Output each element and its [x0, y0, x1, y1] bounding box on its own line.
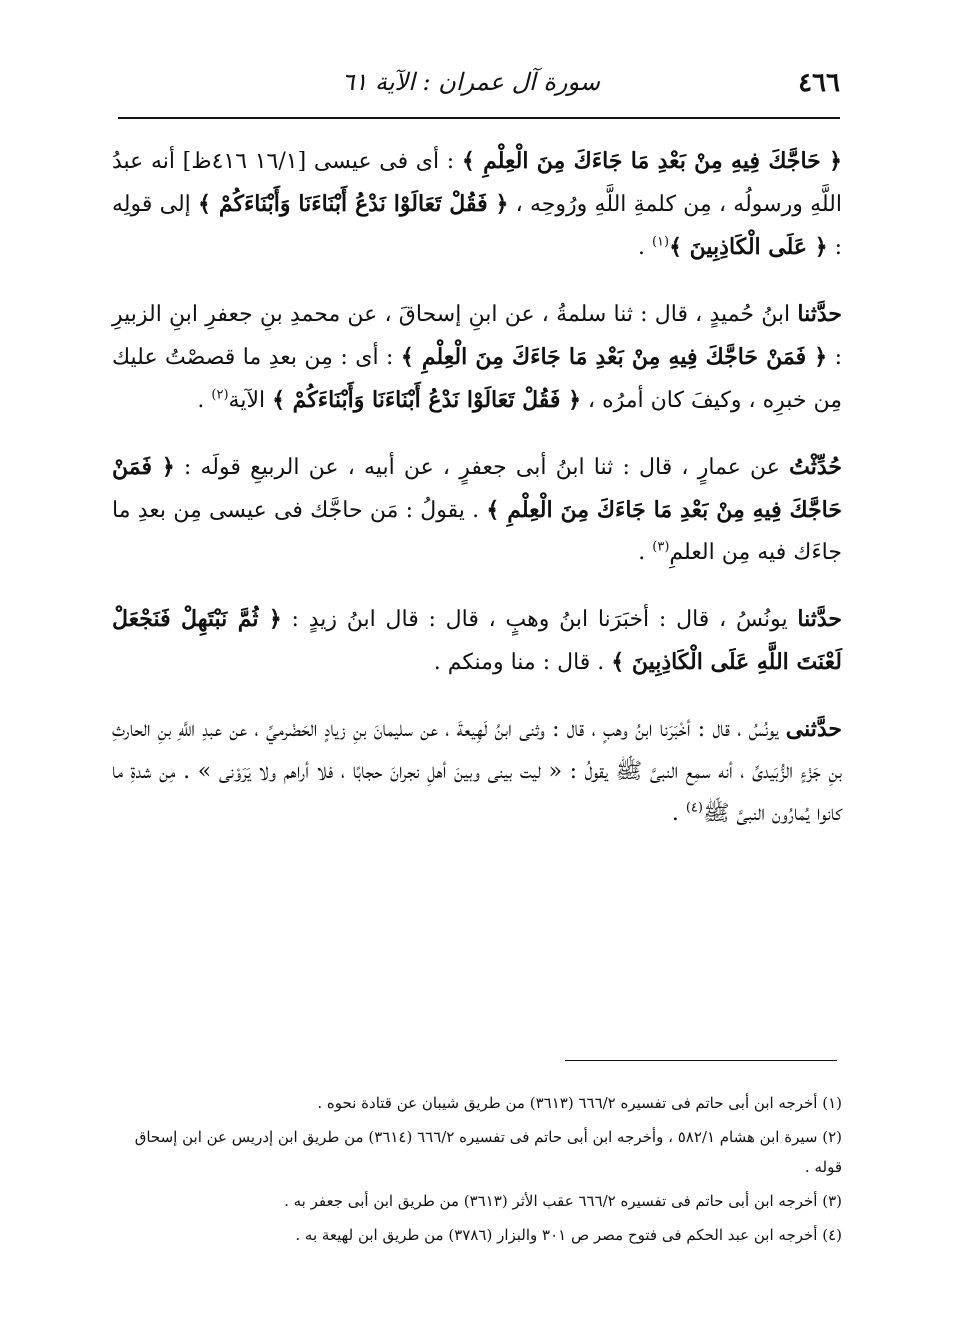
header-rule [118, 117, 840, 119]
quran-verse: ﴿ فَقُلْ تَعَالَوْا نَدْعُ أَبْنَاءَنَا وَأَبْنَاءَكُمْ ﴾ [198, 191, 509, 217]
isnad-lead: حُدِّثْتُ [789, 454, 842, 480]
text-run: . [638, 540, 653, 565]
text-run: . [671, 801, 686, 826]
text-run: ابنُ حُميدٍ ، قال : ثنا سلمةُ ، عن ابنِ إسحاقَ ، عن محمدِ بنِ جعفرِ ابنِ الزبيرِ : [112, 302, 842, 370]
main-text [112, 140, 842, 859]
footnote: (١) أخرجه ابن أبى حاتم فى تفسيره ٦٦٦/٢ (٣٦١٣) من طريق شيبان عن قتادة نحوه . [317, 1094, 842, 1112]
footnote-ref: (٢) [211, 387, 229, 403]
footnote-ref: (٤) [685, 800, 703, 816]
text-run: : أى : مِن بعدِ ما قصصْتُ عليك مِن خبرِه ، وكيفَ كان أمرُه ، [112, 345, 842, 413]
footnote-rule [565, 1060, 837, 1061]
text-run: . قال : منا ومنكم . [433, 650, 612, 675]
quran-verse: ﴿ عَلَى الْكَاذِبِينَ ﴾ [669, 234, 828, 260]
running-title: سورة آل عمران : الآية ٦١ [341, 68, 600, 96]
text-run: الآية [228, 388, 273, 413]
paragraph [112, 708, 842, 835]
footnote-ref: (١) [651, 234, 670, 250]
footnote: (٤) أخرجه ابن عبد الحكم فى فتوح مصر ص ٣٠١ والبزار (٣٧٨٦) من طريق ابن لهيعة به . [295, 1226, 842, 1244]
quran-verse: ﴿ ثُمَّ نَبْتَهِلْ فَنَجْعَلْ لَعْنَتَ اللَّهِ عَلَى الْكَاذِبِينَ ﴾ [112, 606, 842, 675]
footnote: (٢) سيرة ابن هشام ٥٨٢/١ ، وأخرجه ابن أبى حاتم فى تفسيره ٦٦٦/٢ (٣٦١٤) من طريق ابن إدريس عن ابن إسحاق قوله . [134, 1128, 842, 1176]
footnotes [112, 1088, 842, 1254]
quran-verse: ﴿ فَقُلْ تَعَالَوْا نَدْعُ أَبْنَاءَنَا وَأَبْنَاءَكُمْ ﴾ [272, 387, 581, 413]
footnote: (٣) أخرجه ابن أبى حاتم فى تفسيره ٦٦٦/٢ عقب الأثر (٣٦١٣) من طريق ابن أبى جعفر به . [284, 1192, 842, 1210]
isnad-lead: حدَّثنا [797, 606, 842, 632]
page-number: ٤٦٦ [798, 68, 840, 98]
paragraph [112, 293, 842, 422]
page-header [118, 62, 840, 112]
isnad-lead: حدَّثنى [785, 716, 842, 742]
paragraph [112, 598, 842, 684]
quran-verse: ﴿ فَمَنْ حَاجَّكَ فِيهِ مِنْ بَعْدِ مَا جَاءَكَ مِنَ الْعِلْمِ ﴾ [400, 344, 828, 370]
quran-verse: ﴿ فَمَنْ حَاجَّكَ فِيهِ مِنْ بَعْدِ مَا جَاءَكَ مِنَ الْعِلْمِ ﴾ [112, 454, 842, 523]
text-run: يونُسُ ، قال : أخْبَرَنا ابنُ وهبٍ ، قال : وثنى ابنُ لَهِيعةَ ، عن سليمانَ بنِ زيادٍ الحَضْرميِّ ، عن عبدِ اللَّهِ بنِ الحارثِ بنِ جَزْءٍ الزُّبَيدىِّ ، أنه سمِع النبىَّ ﷺ يقولُ : « ليت بينى وبينَ أهلِ نجرانَ حجابًا ، فلا أراهم ولا يَرَوْنى » . مِن شدةِ ما كانوا يُمارُون النبىَّ ﷺ [112, 717, 842, 826]
paragraph [112, 446, 842, 574]
footnote-ref: (٣) [652, 539, 670, 555]
text-run: : أى فى عيسى [١٦/١ ٤١٦ظ] أنه عبدُ اللَّهِ ورسولُه ، مِن كلمةِ اللَّهِ ورُوحِه ، [112, 149, 842, 217]
text-run: إلى قولِه : [112, 192, 842, 260]
text-run: . [197, 388, 212, 413]
isnad-lead: حدَّثنا [797, 301, 842, 327]
text-run: . [637, 235, 652, 260]
paragraph [112, 140, 842, 269]
text-run: يونُسُ ، قال : أخبَرَنا ابنُ وهبٍ ، قال : قال ابنُ زيدٍ : [281, 607, 798, 632]
text-run: عن عمارٍ ، قال : ثنا ابنُ أبى جعفرٍ ، عن أبيه ، عن الربيعِ قولَه : [174, 455, 790, 480]
text-run: . يقولُ : مَن حاجَّك فى عيسى مِن بعدِ ما جاءَك فيه مِن العلمِ [112, 498, 842, 565]
quran-verse: ﴿ حَاجَّكَ فِيهِ مِنْ بَعْدِ مَا جَاءَكَ مِنَ الْعِلْمِ ﴾ [461, 148, 842, 174]
